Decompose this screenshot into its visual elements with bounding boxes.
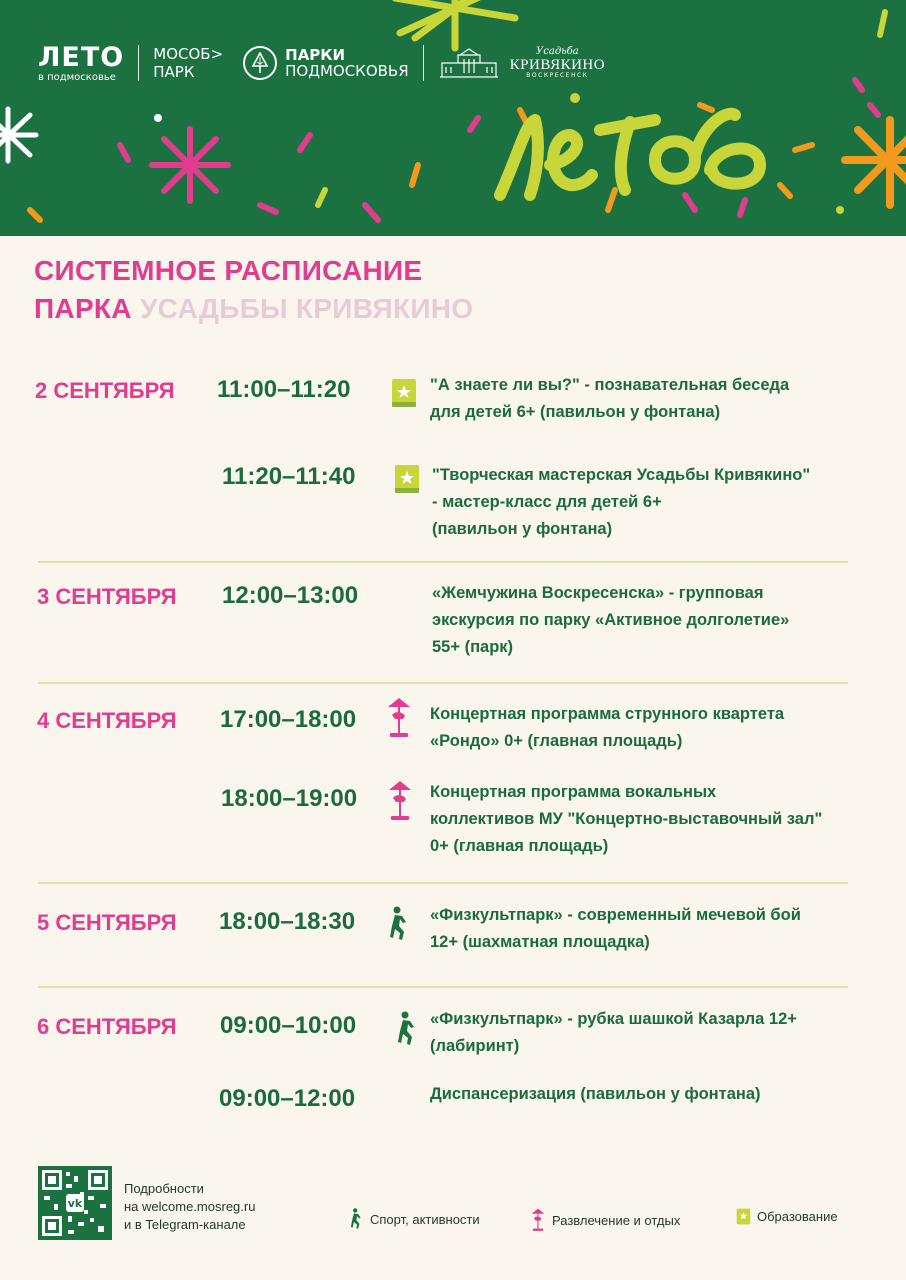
logo-parks-line1: ПАРКИ — [285, 45, 346, 64]
event-description: «Физкультпарк» - рубка шашкой Казарла 12+ (лабиринт) — [430, 1010, 797, 1055]
title-line2-light: УСАДЬБЫ КРИВЯКИНО — [139, 292, 474, 324]
legend-item-sport — [350, 1208, 480, 1230]
carousel-icon — [387, 780, 413, 822]
section-divider — [38, 986, 848, 988]
event-time: 12:00–13:00 — [222, 582, 359, 609]
event-description: "Творческая мастерская Усадьбы Кривякино" - мастер-класс для детей 6+ (павильон у фонтана) — [432, 466, 811, 538]
section-divider — [38, 682, 848, 684]
day-label: 5 СЕНТЯБРЯ — [37, 910, 177, 935]
logo-krivyakino — [438, 46, 605, 80]
day-label: 4 СЕНТЯБРЯ — [37, 708, 177, 733]
page-title — [34, 252, 473, 328]
title-line2-strong: ПАРКА — [34, 292, 132, 324]
carousel-icon — [530, 1208, 546, 1232]
event-description: «Физкультпарк» - современный мечевой бой 12+ (шахматная площадка) — [430, 906, 801, 951]
title-line1: СИСТЕМНОЕ РАСПИСАНИЕ — [34, 255, 423, 286]
event-description: «Жемчужина Воскресенска» - групповая экскурсия по парку «Активное долголетие» 55+ (парк) — [432, 584, 790, 656]
runner-icon — [397, 1011, 419, 1047]
logo-mosobl-line2: ПАРК — [153, 63, 195, 81]
event-time: 18:00–19:00 — [221, 785, 358, 812]
book-icon — [391, 378, 417, 408]
logo-divider — [138, 45, 139, 81]
carousel-icon — [386, 697, 412, 739]
svg-text:vk: vk — [67, 1197, 83, 1210]
book-icon — [736, 1208, 751, 1225]
legend-label: Спорт, активности — [370, 1211, 480, 1227]
logo-mosobl-line1: МОСОБ> — [153, 45, 224, 63]
section-divider — [38, 561, 848, 563]
logo-divider — [423, 45, 424, 81]
event-description: Концертная программа вокальных коллективов МУ "Концертно-выставочный зал" 0+ (главная площадь) — [430, 783, 823, 855]
qr-code[interactable] — [38, 1166, 112, 1240]
tree-icon — [243, 46, 277, 80]
day-label: 6 СЕНТЯБРЯ — [37, 1014, 177, 1039]
legend-item-entertainment — [530, 1208, 680, 1232]
event-description: "А знаете ли вы?" - познавательная беседа для детей 6+ (павильон у фонтана) — [430, 376, 790, 421]
day-label: 3 СЕНТЯБРЯ — [37, 584, 177, 609]
partner-logos — [38, 36, 605, 90]
event-time: 09:00–12:00 — [219, 1085, 356, 1112]
logo-kriv-script: Усадьба — [536, 45, 579, 57]
manor-icon — [438, 47, 500, 79]
logo-kriv-main: КРИВЯКИНО — [509, 56, 606, 73]
legend-item-education — [736, 1208, 838, 1225]
runner-icon — [389, 906, 411, 942]
legend-label: Образование — [757, 1209, 838, 1224]
event-time: 09:00–10:00 — [220, 1012, 357, 1039]
runner-icon — [350, 1208, 364, 1230]
logo-parks-line2: ПОДМОСКОВЬЯ — [285, 62, 409, 80]
header-banner — [0, 0, 906, 236]
footer-info-text: Подробности на welcome.mosreg.ru и в Telegram-канале — [124, 1181, 256, 1232]
logo-mosoblpark — [153, 45, 223, 81]
event-time: 18:00–18:30 — [219, 908, 356, 935]
logo-leto — [38, 41, 125, 83]
event-time: 17:00–18:00 — [220, 706, 357, 733]
day-label: 2 СЕНТЯБРЯ — [35, 378, 175, 403]
logo-leto-text: ЛЕТО — [38, 41, 125, 73]
logo-leto-subtitle: в подмосковье — [38, 71, 116, 83]
event-description: Диспансеризация (павильон у фонтана) — [430, 1085, 761, 1103]
event-time: 11:20–11:40 — [222, 463, 356, 490]
section-divider — [38, 882, 848, 884]
legend-label: Развлечение и отдых — [552, 1212, 681, 1228]
book-icon — [394, 464, 420, 494]
logo-parks-podmoskovya — [243, 46, 409, 80]
leto-script-lettering — [480, 90, 790, 210]
event-time: 11:00–11:20 — [217, 376, 351, 403]
event-description: Концертная программа струнного квартета «Рондо» 0+ (главная площадь) — [430, 705, 785, 750]
logo-kriv-tiny: ВОСКРЕСЕНСК — [526, 72, 589, 80]
